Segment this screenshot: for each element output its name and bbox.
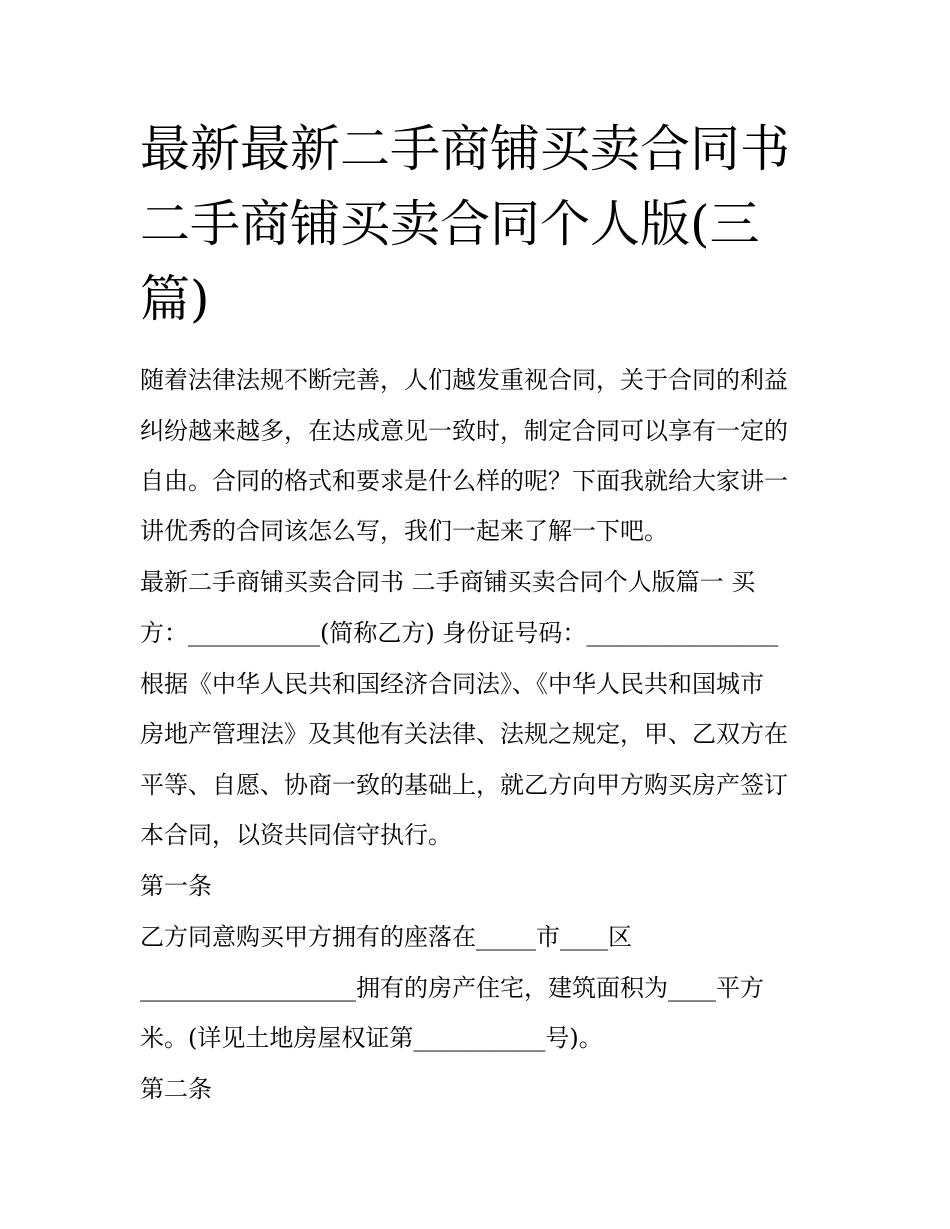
body-line: 本合同，以资共同信守执行。 (140, 821, 452, 849)
body-line: 房地产管理法》及其他有关法律、法规之规定，甲、乙双方在 (140, 720, 788, 748)
body-line: 讲优秀的合同该怎么写，我们一起来了解一下吧。 (140, 517, 668, 545)
body-line: 随着法律法规不断完善，人们越发重视合同，关于合同的利益 (140, 366, 788, 394)
body-line: 乙方同意购买甲方拥有的座落在_____市____区 (140, 923, 632, 951)
title-line: 篇) (140, 270, 210, 328)
section-heading: 第一条 (140, 872, 212, 900)
section-heading: 第二条 (140, 1075, 212, 1103)
title-line: 二手商铺买卖合同个人版(三 (140, 195, 760, 253)
body-line: 方：___________(简称乙方) 身份证号码：________________ (140, 619, 779, 647)
body-line: 纠纷越来越多，在达成意见一致时，制定合同可以享有一定的 (140, 417, 788, 445)
body-line: 根据《中华人民共和国经济合同法》、《中华人民共和国城市 (140, 670, 764, 698)
body-line: 自由。合同的格式和要求是什么样的呢？下面我就给大家讲一 (140, 467, 788, 495)
body-line: 米。(详见土地房屋权证第___________号)。 (140, 1024, 603, 1052)
body-line: 最新二手商铺买卖合同书 二手商铺买卖合同个人版篇一 买 (140, 568, 756, 596)
title-line: 最新最新二手商铺买卖合同书 (140, 120, 790, 178)
body-line: 平等、自愿、协商一致的基础上，就乙方向甲方购买房产签订 (140, 771, 788, 799)
body-line: __________________拥有的房产住宅，建筑面积为____平方 (140, 974, 764, 1002)
document-title (140, 112, 820, 337)
